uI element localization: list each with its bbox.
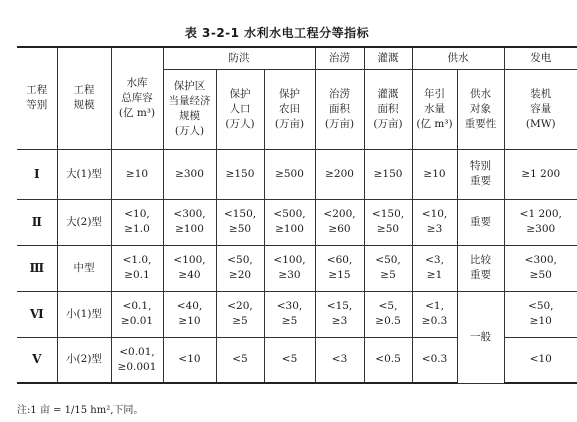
irrigation-area-cell: <150, ≥50 (364, 199, 412, 245)
reservoir-cell: <0.01, ≥0.001 (111, 337, 163, 383)
drainage-area-cell: <200, ≥60 (315, 199, 364, 245)
installed-capacity-cell: <300, ≥50 (504, 245, 577, 291)
flood-economic-cell: <10 (163, 337, 216, 383)
grade-cell: Ⅱ (17, 199, 57, 245)
reservoir-cell: <0.1, ≥0.01 (111, 291, 163, 337)
header-irrigation: 灌溉 (364, 47, 412, 69)
scale-cell: 小(1)型 (57, 291, 111, 337)
table-footnote: 注:1 亩 = 1/15 hm²,下同。 (17, 405, 144, 416)
grade-cell: Ⅴ (17, 337, 57, 383)
annual-diversion-cell: <3, ≥1 (412, 245, 457, 291)
table-caption: 表 3-2-1 水利水电工程分等指标 (184, 26, 370, 40)
irrigation-area-cell: <5, ≥0.5 (364, 291, 412, 337)
reservoir-cell: <10, ≥1.0 (111, 199, 163, 245)
annual-diversion-cell: <10, ≥3 (412, 199, 457, 245)
annual-diversion-cell: <0.3 (412, 337, 457, 383)
table-row (17, 149, 577, 199)
supply-importance-cell: 比较 重要 (457, 245, 504, 291)
flood-economic-cell: <40, ≥10 (163, 291, 216, 337)
protected-farmland-cell: ≥500 (264, 149, 315, 199)
scale-cell: 大(1)型 (57, 149, 111, 199)
protected-farmland-cell: <100, ≥30 (264, 245, 315, 291)
irrigation-area-cell: <0.5 (364, 337, 412, 383)
installed-capacity-cell: <1 200, ≥300 (504, 199, 577, 245)
header-irrigation-area: 灌溉 面积 (万亩) (364, 69, 412, 149)
header-grade: 工程 等别 (17, 47, 57, 149)
table-row (17, 245, 577, 291)
scale-cell: 小(2)型 (57, 337, 111, 383)
protected-population-cell: <20, ≥5 (216, 291, 264, 337)
table-row (17, 199, 577, 245)
header-protected-population: 保护 人口 (万人) (216, 69, 264, 149)
header-flood: 防洪 (163, 47, 315, 69)
header-drainage-area: 治涝 面积 (万亩) (315, 69, 364, 149)
installed-capacity-cell: ≥1 200 (504, 149, 577, 199)
flood-economic-cell: <100, ≥40 (163, 245, 216, 291)
protected-farmland-cell: <500, ≥100 (264, 199, 315, 245)
protected-farmland-cell: <5 (264, 337, 315, 383)
header-drain: 治涝 (315, 47, 364, 69)
grade-cell: Ⅲ (17, 245, 57, 291)
protected-population-cell: ≥150 (216, 149, 264, 199)
drainage-area-cell: <60, ≥15 (315, 245, 364, 291)
header-water-supply: 供水 (412, 47, 504, 69)
protected-population-cell: <5 (216, 337, 264, 383)
header-annual-diversion: 年引 水量 (亿 m³) (412, 69, 457, 149)
flood-economic-cell: ≥300 (163, 149, 216, 199)
irrigation-area-cell: ≥150 (364, 149, 412, 199)
scale-cell: 中型 (57, 245, 111, 291)
annual-diversion-cell: <1, ≥0.3 (412, 291, 457, 337)
flood-economic-cell: <300, ≥100 (163, 199, 216, 245)
protected-population-cell: <150, ≥50 (216, 199, 264, 245)
drainage-area-cell: <3 (315, 337, 364, 383)
installed-capacity-cell: <50, ≥10 (504, 291, 577, 337)
grade-cell: Ⅵ (17, 291, 57, 337)
supply-importance-cell: 特别 重要 (457, 149, 504, 199)
drainage-area-cell: <15, ≥3 (315, 291, 364, 337)
grade-cell: Ⅰ (17, 149, 57, 199)
header-power: 发电 (504, 47, 577, 69)
scale-cell: 大(2)型 (57, 199, 111, 245)
installed-capacity-cell: <10 (504, 337, 577, 383)
table-row (17, 291, 577, 337)
header-supply-importance: 供水 对象 重要性 (457, 69, 504, 149)
grading-table (17, 46, 577, 384)
reservoir-cell: <1.0, ≥0.1 (111, 245, 163, 291)
drainage-area-cell: ≥200 (315, 149, 364, 199)
supply-importance-cell: 一般 (457, 291, 504, 383)
annual-diversion-cell: ≥10 (412, 149, 457, 199)
header-flood-economic-scale: 保护区 当量经济 规模 (万人) (163, 69, 216, 149)
irrigation-area-cell: <50, ≥5 (364, 245, 412, 291)
reservoir-cell: ≥10 (111, 149, 163, 199)
protected-farmland-cell: <30, ≥5 (264, 291, 315, 337)
header-installed-capacity: 装机 容量 (MW) (504, 69, 577, 149)
header-protected-farmland: 保护 农田 (万亩) (264, 69, 315, 149)
supply-importance-cell: 重要 (457, 199, 504, 245)
protected-population-cell: <50, ≥20 (216, 245, 264, 291)
header-scale: 工程 规模 (57, 47, 111, 149)
header-reservoir: 水库 总库容 (亿 m³) (111, 47, 163, 149)
